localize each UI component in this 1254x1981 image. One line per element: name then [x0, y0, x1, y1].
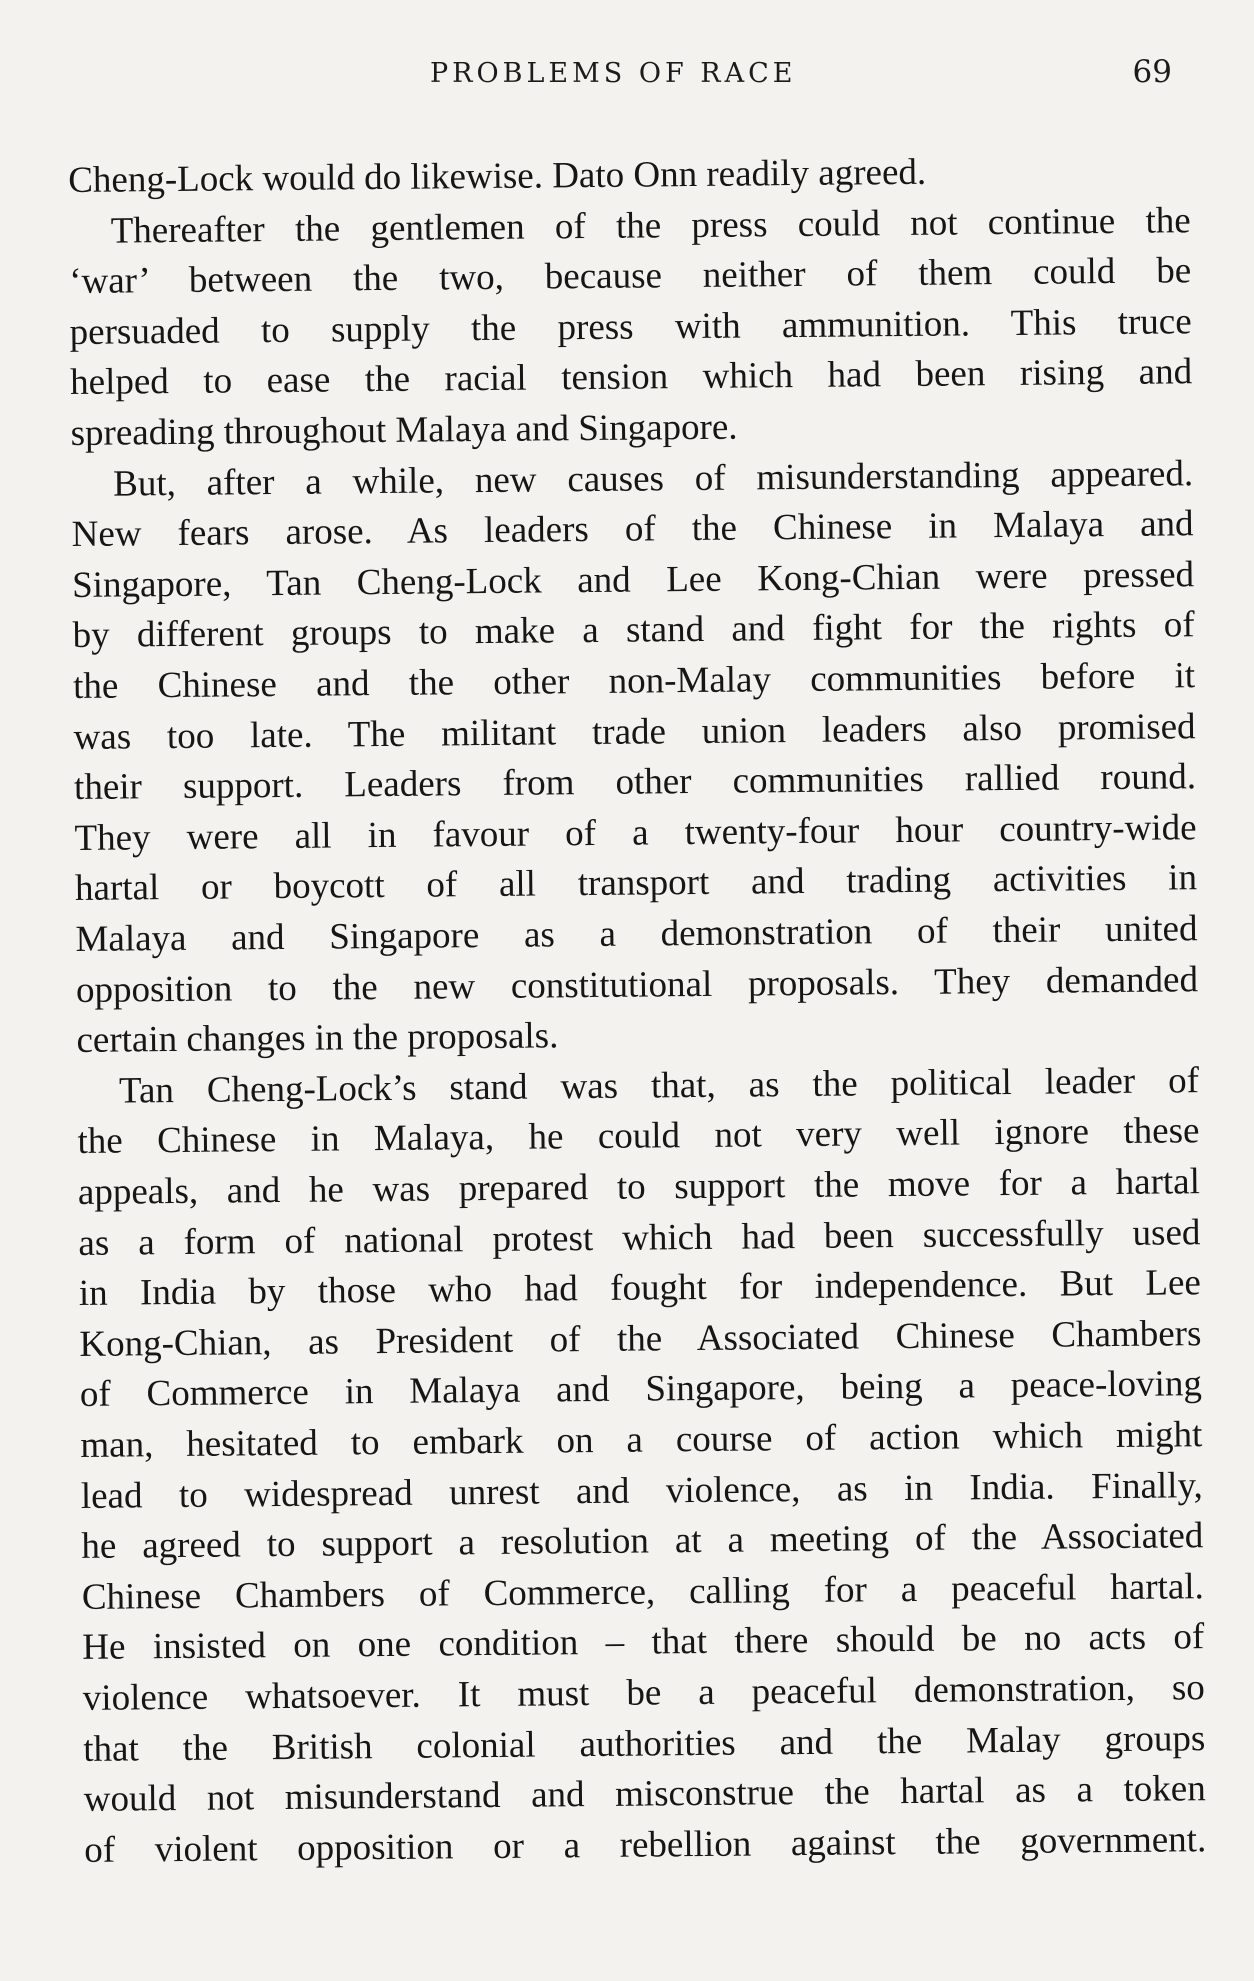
text-line: in India by those who had fought for independence. But Lee	[78, 1262, 1202, 1315]
text-line: But, after a while, new causes of misunderstanding appeared.	[112, 452, 1194, 505]
text-line: violence whatsoever. It must be a peaceful demonstration, so	[82, 1667, 1205, 1719]
text-line: of violent opposition or a rebellion against the government.	[84, 1818, 1207, 1871]
text-line: Chinese Chambers of Commerce, calling for a peaceful hartal.	[81, 1565, 1204, 1618]
text-line: helped to ease the racial tension which had been rising and	[69, 351, 1193, 404]
text-line: appeals, and he was prepared to support the move for a hartal	[77, 1161, 1201, 1213]
text-line: He insisted on one condition – that there should be no acts of	[82, 1616, 1205, 1669]
text-line: opposition to the new constitutional proposals. They demanded	[75, 958, 1199, 1011]
text-line: Cheng-Lock would do likewise. Dato Onn readily agreed.	[68, 151, 927, 201]
text-line: the Chinese and the other non-Malay communities before it	[72, 655, 1196, 707]
body-text	[68, 145, 1207, 1871]
text-line: their support. Leaders from other communities rallied round.	[73, 756, 1197, 809]
text-line: New fears arose. As leaders of the Chinese in Malaya and	[71, 503, 1194, 556]
text-line: would not misunderstand and misconstrue the hartal as a token	[83, 1768, 1206, 1821]
text-line: Tan Cheng-Lock’s stand was that, as the political leader of	[118, 1059, 1200, 1112]
text-line: They were all in favour of a twenty-four hour country-wide	[74, 806, 1197, 859]
text-line: persuaded to supply the press with ammunition. This truce	[69, 301, 1192, 353]
text-line: Malaya and Singapore as a demonstration of their united	[75, 908, 1198, 960]
text-line: Kong-Chian, as President of the Associated Chinese Chambers	[79, 1312, 1202, 1365]
text-line: he agreed to support a resolution at a meeting of the Associated	[81, 1515, 1204, 1568]
text-line: as a form of national protest which had been successfully used	[78, 1211, 1201, 1264]
page-number: 69	[1132, 54, 1172, 90]
running-title: PROBLEMS OF RACE	[430, 58, 797, 89]
text-line: the Chinese in Malaya, he could not very well ignore these	[77, 1110, 1200, 1163]
text-line: of Commerce in Malaya and Singapore, being a peace-loving	[79, 1363, 1203, 1416]
text-line: was too late. The militant trade union leaders also promised	[73, 705, 1196, 758]
text-line: hartal or boycott of all transport and trading activities in	[74, 857, 1198, 910]
text-line: spreading throughout Malaya and Singapore.	[70, 406, 738, 454]
text-line: Thereafter the gentlemen of the press could not continue the	[110, 199, 1191, 252]
text-line: certain changes in the proposals.	[76, 1015, 559, 1062]
text-line: by different groups to make a stand and fight for the rights of	[72, 604, 1195, 657]
text-line: Singapore, Tan Cheng-Lock and Lee Kong-Chian were pressed	[71, 554, 1195, 606]
running-head	[72, 54, 1172, 98]
text-line: that the British colonial authorities and the Malay groups	[83, 1717, 1206, 1770]
text-line: man, hesitated to embark on a course of action which might	[80, 1414, 1203, 1466]
text-line: lead to widespread unrest and violence, as in India. Finally,	[80, 1464, 1204, 1517]
text-line: ‘war’ between the two, because neither of them could be	[69, 250, 1192, 303]
